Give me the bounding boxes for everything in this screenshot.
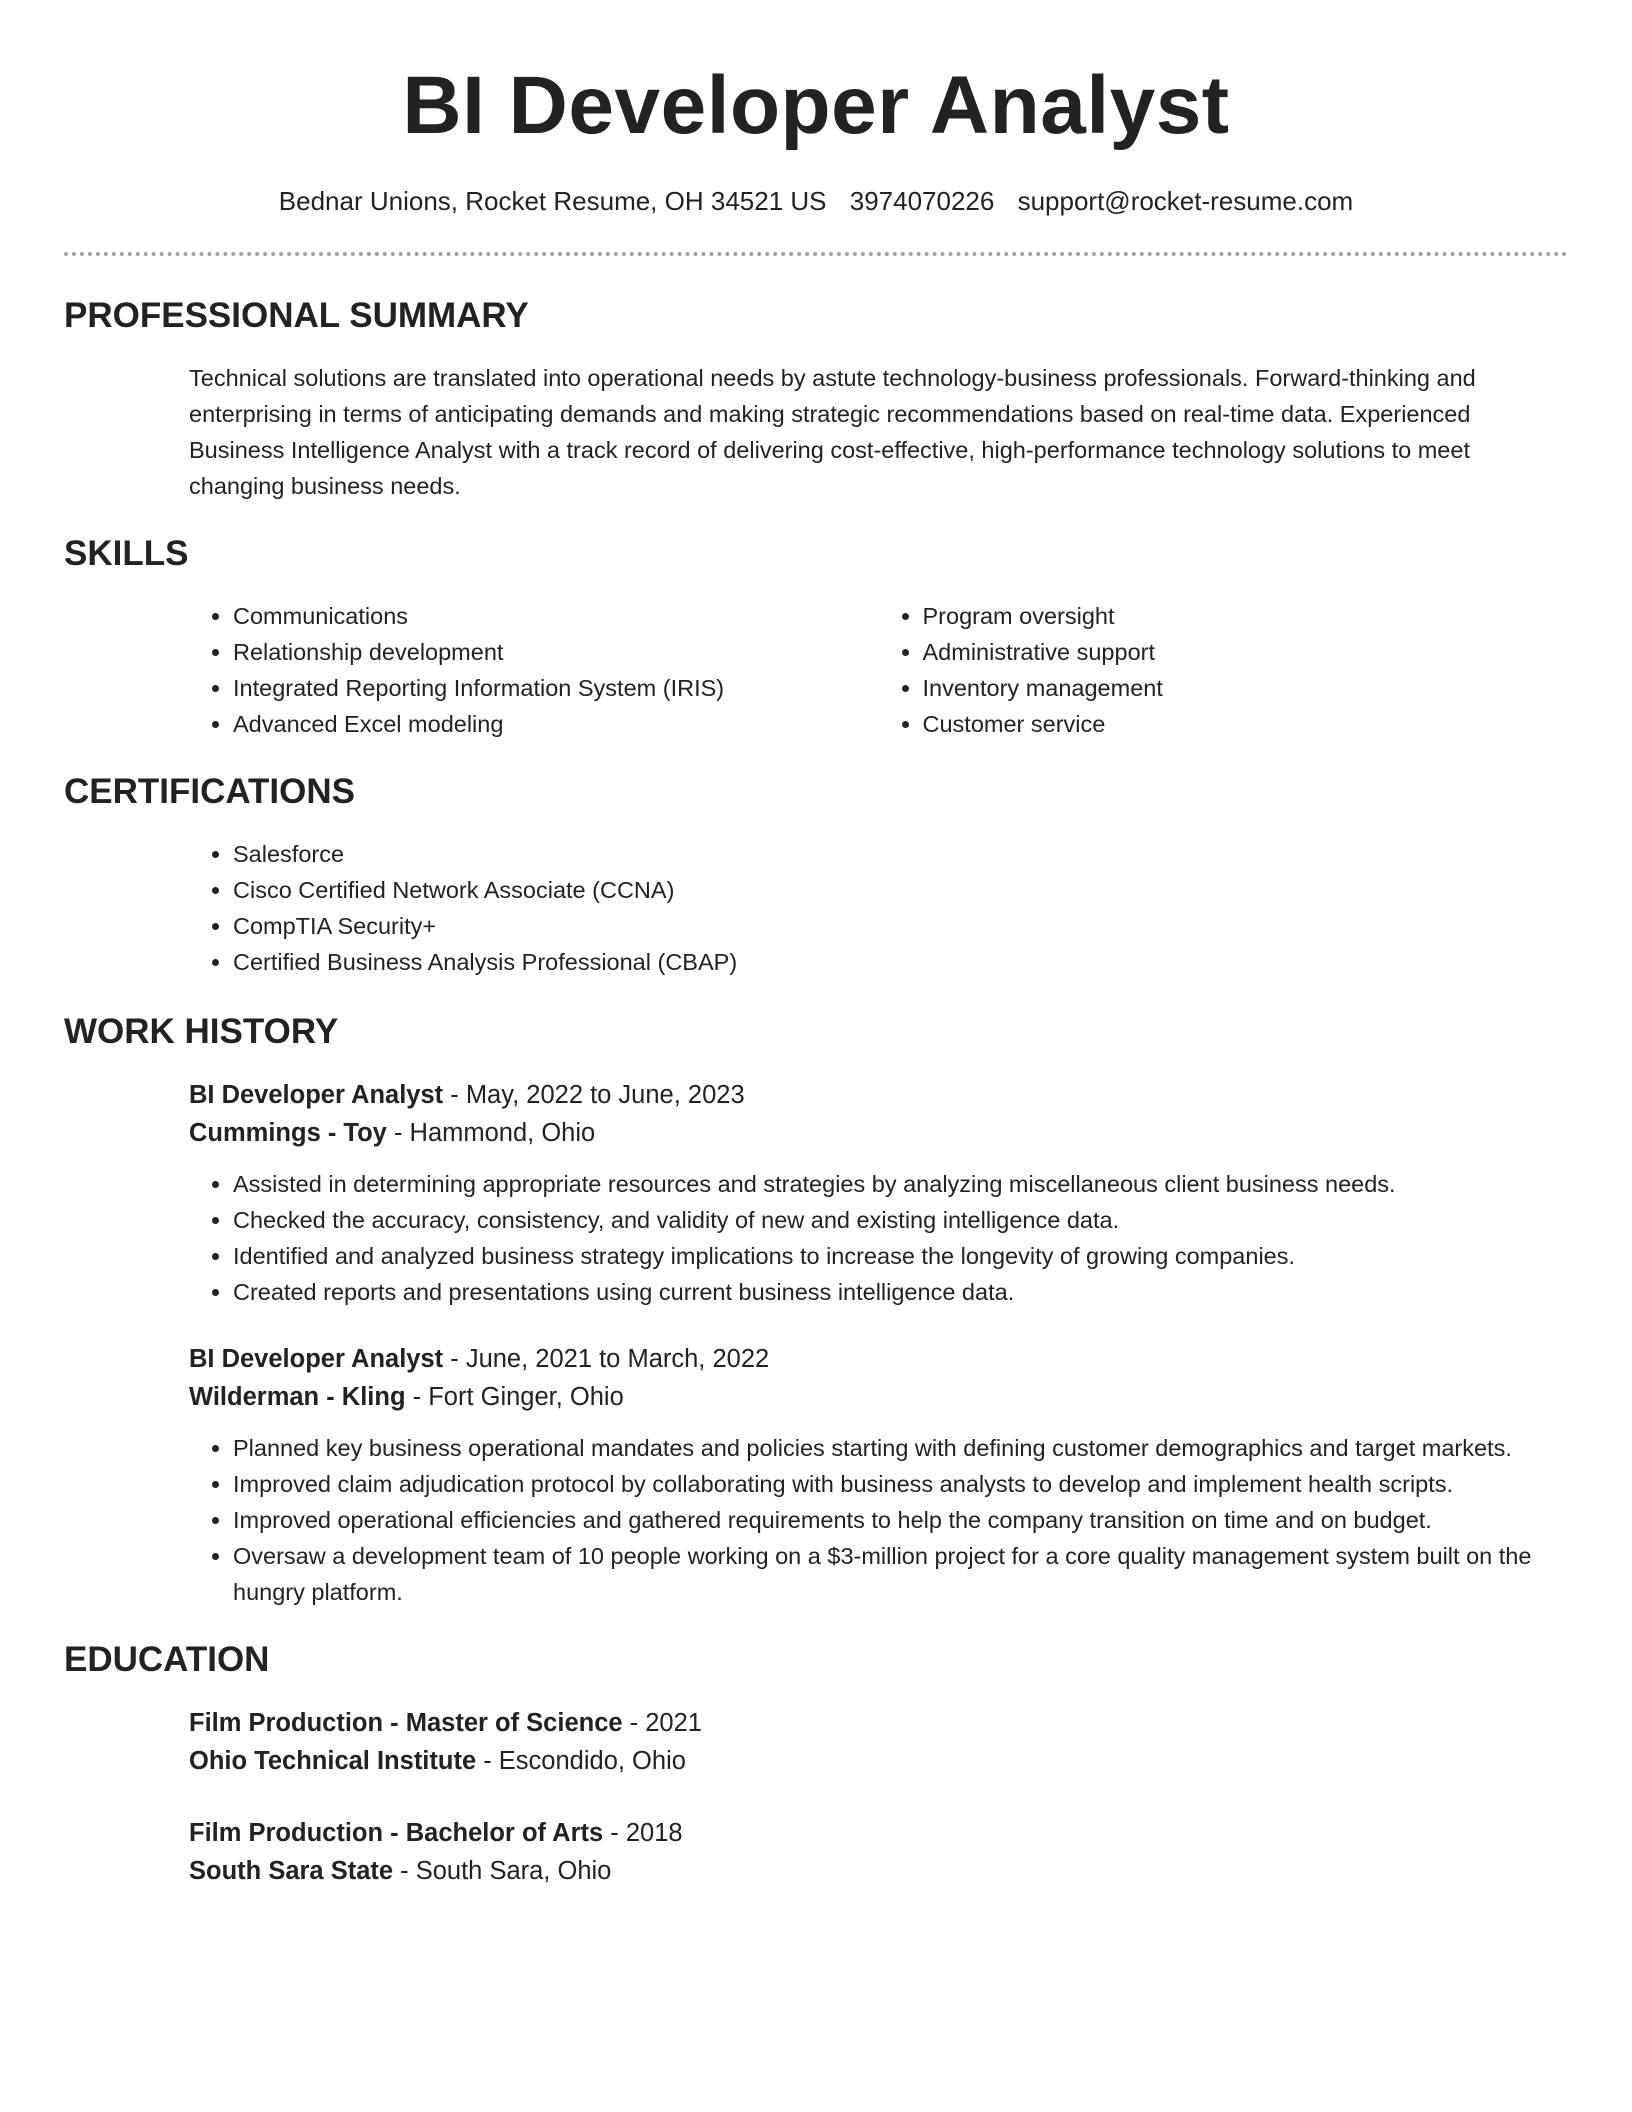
skill-item: • Administrative support [923,634,1569,670]
education-school: South Sara State [189,1857,394,1885]
summary-title: PROFESSIONAL SUMMARY [64,296,529,335]
education-degree: Film Production - Bachelor of Arts [189,1819,604,1847]
job-bullet: • Identified and analyzed business strategy implications to increase the longevity of growing companies. [233,1238,1568,1274]
education-school-line [189,1852,1568,1890]
job-company-line [189,1114,1568,1152]
job-bullet: • Oversaw a development team of 10 people working on a $3-million project for a core quality management system built on the hungry platform. [233,1538,1568,1610]
skill-item: • Communications [233,598,879,634]
job-location: - Fort Ginger, Ohio [405,1383,624,1411]
job-title: BI Developer Analyst [189,1081,444,1109]
education-degree-line [189,1704,1568,1742]
contact-phone: 3974070226 [849,186,995,216]
education-degree: Film Production - Master of Science [189,1709,623,1737]
education-body [189,1704,1568,1890]
skills-list-right [879,598,1569,742]
job-bullets [189,1430,1568,1610]
education-entry [189,1704,1568,1780]
skills-title: SKILLS [64,534,189,573]
education-year: - 2021 [622,1709,702,1737]
education-entry [189,1814,1568,1890]
education-school: Ohio Technical Institute [189,1747,477,1775]
job-location: - Hammond, Ohio [386,1119,596,1147]
job-title-line [189,1340,1568,1378]
job-bullet: • Planned key business operational mandates and policies starting with defining customer demographics and target markets. [233,1430,1568,1466]
job-bullet: • Improved claim adjudication protocol by collaborating with business analysts to develop and implement health scripts. [233,1466,1568,1502]
education-degree-line [189,1814,1568,1852]
job-company-line [189,1378,1568,1416]
job-dates: - May, 2022 to June, 2023 [443,1081,745,1109]
summary-text: Technical solutions are translated into operational needs by astute technology-business professionals. Forward-thinking and enterprising in terms of anticipating demands and making strategic recommendations based on real-time data. Experienced Business Intelligence Analyst with a track record of delivering cost-effective, high-performance technology solutions to meet changing business needs. [189,365,1476,499]
certifications-title: CERTIFICATIONS [64,772,356,811]
work-section [64,1012,1568,1610]
job-bullets [189,1166,1568,1310]
skills-section [64,534,1568,742]
certification-item: • Salesforce [233,836,1568,872]
skill-item: • Relationship development [233,634,879,670]
job-company: Wilderman - Kling [189,1383,406,1411]
certification-item: • Certified Business Analysis Professional (CBAP) [233,944,1568,980]
work-body [189,1076,1568,1610]
contact-email: support@rocket-resume.com [1017,186,1354,216]
education-school-line [189,1742,1568,1780]
job-title: BI Developer Analyst [189,1345,444,1373]
job-bullet: • Assisted in determining appropriate resources and strategies by analyzing miscellaneous client business needs. [233,1166,1568,1202]
contact-address: Bednar Unions, Rocket Resume, OH 34521 US [278,186,827,216]
candidate-name: BI Developer Analyst [402,60,1230,151]
skill-item: • Integrated Reporting Information System (IRIS) [233,670,879,706]
certifications-section [64,772,1568,980]
skill-item: • Program oversight [923,598,1569,634]
job-bullet: • Checked the accuracy, consistency, and validity of new and existing intelligence data. [233,1202,1568,1238]
header-divider [64,252,1568,256]
certifications-list [189,836,1568,980]
contact-line [64,184,1568,218]
job-bullet: • Improved operational efficiencies and gathered requirements to help the company transition on time and on budget. [233,1502,1568,1538]
skill-item: • Advanced Excel modeling [233,706,879,742]
work-title: WORK HISTORY [64,1012,339,1051]
certifications-body [189,836,1568,980]
education-year: - 2018 [603,1819,683,1847]
job-bullet: • Created reports and presentations using current business intelligence data. [233,1274,1568,1310]
skill-item: • Inventory management [923,670,1569,706]
job-title-line [189,1076,1568,1114]
education-title: EDUCATION [64,1640,270,1679]
certification-item: • CompTIA Security+ [233,908,1568,944]
education-location: - South Sara, Ohio [393,1857,612,1885]
summary-body [189,360,1568,504]
job-dates: - June, 2021 to March, 2022 [443,1345,770,1373]
skills-grid [189,598,1568,742]
education-section [64,1640,1568,1890]
education-location: - Escondido, Ohio [476,1747,686,1775]
certification-item: • Cisco Certified Network Associate (CCNA) [233,872,1568,908]
job-company: Cummings - Toy [189,1119,387,1147]
skills-list-left [189,598,879,742]
skill-item: • Customer service [923,706,1569,742]
job-entry [189,1340,1568,1610]
summary-section [64,296,1568,504]
job-entry [189,1076,1568,1310]
